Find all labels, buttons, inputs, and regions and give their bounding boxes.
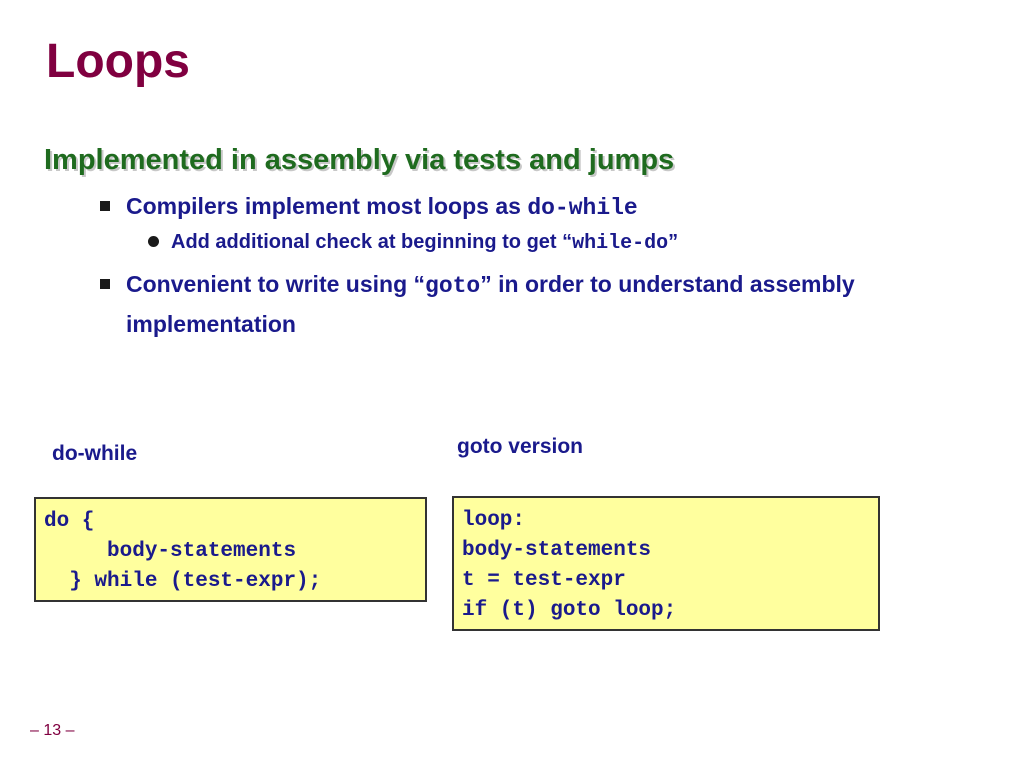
square-bullet-icon [100,279,110,289]
bullet-text-pre: Compilers implement most loops as [126,193,528,219]
goto-version-code-box [452,496,880,631]
code-line: body-statements [462,539,652,562]
slide-title: Loops [46,35,190,88]
sub-bullet-text-post: ” [668,231,679,253]
bullet-text [126,187,900,227]
sub-bullet-text [171,231,678,253]
do-while-code-box [34,497,427,602]
code-line: do { [44,510,95,533]
bullet-compilers [100,187,900,227]
bullet-code: do-while [527,195,638,221]
sub-bullet-check [148,226,678,260]
bullet-code: goto [425,273,481,299]
sub-bullet-text-pre: Add additional check at beginning to get “ [171,231,573,253]
square-bullet-icon [100,201,110,211]
do-while-label: do-while [52,442,138,465]
bullet-text-pre: Convenient to write using “ [126,271,426,297]
sub-bullet-code: while-do [572,232,669,255]
bullet-goto [100,265,900,343]
round-bullet-icon [148,236,159,247]
code-line: loop: [462,509,526,532]
bullet-text-post: ” in order to understand assembly implementation [126,271,855,337]
code-line: } while (test-expr); [44,570,322,593]
code-line: t = test-expr [462,569,626,592]
goto-version-label: goto version [457,435,584,458]
bullet-text [126,265,900,343]
page-number: – 13 – [30,722,75,739]
code-line: body-statements [44,540,297,563]
code-line: if (t) goto loop; [462,599,677,622]
section-heading: Implemented in assembly via tests and jumps [44,144,675,176]
